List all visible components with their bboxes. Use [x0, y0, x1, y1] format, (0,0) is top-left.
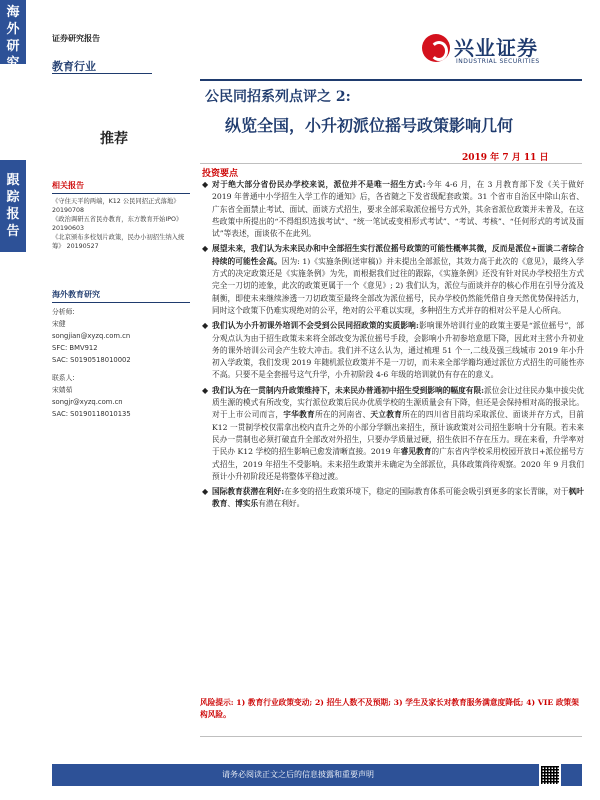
header-rule — [200, 79, 582, 81]
side-tab-tracking-report — [0, 160, 26, 252]
sidebar — [52, 180, 190, 420]
qr-code-icon[interactable] — [539, 764, 561, 786]
key-point-text: 所在的河南省、 — [314, 410, 371, 420]
contact-email[interactable]: songjr@xyzq.com.cn — [52, 398, 123, 406]
divider — [200, 736, 582, 737]
analysts-heading: 海外教育研究 — [52, 290, 100, 299]
analyst-sfc: SFC: BMV912 — [52, 344, 98, 352]
divider — [200, 163, 582, 164]
rating: 推荐 — [100, 131, 128, 147]
key-points-heading: 投资要点 — [202, 169, 239, 179]
side-tab-char: 告 — [6, 224, 20, 239]
bullet-icon: ◆ — [202, 385, 209, 395]
key-point-text: 因为: 1)《实施条例(送审稿)》并未提出全部派位，其效力高于此次的《意见》，最终入学方式的决定政策还是《实施条例》为先，而根据我们过往的跟踪，《实施条例》还没有针对民办学校招生方式完全一刀切的迹象，此次的政策更属于一个《意见》; 2) 我们认为，派位与面谈并存的核心作用在引导分流及制衡，即使未来继续渗透一刀切政策至最终全部改为派位摇号，民办学校仍然能凭借自身天然优势保持活力，同时这个政策下仍难实现绝对的公平，绝对的公平难以实现，多种招生方式并存的相对公平是人心所向。 — [212, 256, 584, 315]
contact-name: 宋婧茹 — [52, 386, 73, 394]
side-tab-char: 研 — [6, 39, 20, 54]
logo-cn-text: 兴业证券 — [454, 36, 538, 60]
footer-bar — [52, 764, 582, 786]
analyst-email[interactable]: songjian@xyzq.com.cn — [52, 332, 131, 340]
key-point — [200, 320, 584, 381]
company-name: 博实乐 — [235, 499, 259, 509]
side-tab-char: 报 — [6, 207, 20, 222]
key-point — [200, 179, 584, 240]
side-tab-overseas-research — [0, 0, 26, 71]
logo-en-text: INDUSTRIAL SECURITIES — [456, 58, 540, 65]
side-tab-char: 究 — [6, 56, 20, 71]
logo-mark-icon — [422, 34, 450, 62]
side-tab-char: 外 — [6, 22, 20, 37]
key-point — [200, 486, 584, 511]
key-point-lead: 对于绝大部分省份民办学校来说，派位并不是唯一招生方式: — [212, 180, 426, 189]
key-point-text: 派位会让过往民办集中拔尖优质生源的模式有所改变，实行派位政策后民办优质学校的生源质量会有下降，但还是会保持相对高的报录比。对于上市公司而言， — [212, 385, 584, 420]
side-tab-char: 跟 — [6, 173, 20, 188]
footer-disclaimer: 请务必阅读正文之后的信息披露和重要声明 — [222, 770, 374, 779]
company-name: 宇华教育 — [283, 410, 315, 420]
related-report-item[interactable]: 《政治调研五省民办教育，东方教育开始IPO》 20190603 — [52, 216, 183, 232]
bullet-icon: ◆ — [202, 180, 209, 189]
key-points-body — [200, 179, 584, 514]
side-tab-char: 踪 — [6, 190, 20, 205]
report-title-line1: 公民同招系列点评之 2: — [205, 89, 351, 105]
side-tab-char: 海 — [6, 5, 20, 20]
analyst-name: 宋健 — [52, 320, 66, 328]
key-point-lead: 我们认为在一贯制内升政策维持下，未来民办普通初中招生受到影响的幅度有限: — [212, 385, 485, 395]
divider — [52, 302, 190, 303]
bullet-icon: ◆ — [202, 244, 209, 254]
report-type: 证券研究报告 — [52, 34, 100, 43]
company-name: 枫叶教育 — [212, 487, 584, 509]
related-report-item[interactable]: 《北京颁布多校划片政策，民办小初招生纳入统筹》 20190527 — [52, 234, 185, 250]
key-point-text: 在多变的招生政策环境下，稳定的国际教育体系可能会吸引到更多的家长青睐，对于 — [284, 487, 569, 497]
key-point-text: 、 — [227, 499, 236, 509]
key-point-text: 影响课外培训行业的政策主要是“派位摇号”，部分观点认为由于招生政策未来将全部改变为派位摇号手段，会影响小升初参培意愿下降，因此对主营小升初业务的课外培训公司会产生较大冲击。我们并不这么认为，通过梳理 51 个一,二线及强三线城市 2019 年小升初入学政策，我们发现 2019 年随机派位政策并不是一刀切，而未来全部学籍均通过派位方式招生的可能性亦不高。只要不是全套摇号这气升学，小升初阶段 4-6 年级的培训就仍有存在的意义。 — [212, 321, 584, 380]
key-point — [200, 385, 584, 483]
divider — [52, 193, 190, 194]
key-point-text: 有潜在利好。 — [258, 499, 305, 509]
bullet-icon: ◆ — [202, 321, 209, 331]
contact-label: 联系人: — [52, 374, 75, 382]
contact-sac: SAC: S0190118010135 — [52, 410, 131, 418]
company-name: 睿见教育 — [400, 447, 432, 457]
key-point-lead: 展望未来，我们认为未来民办和中全部招生实行派位摇号政策的可能性概率其微，反而是派位+面谈二者综合持续的可能性会高。 — [212, 244, 584, 266]
key-point-text: 今年 4-6 月，在 3 月教育部下发《关于做好 2019 年普通中小学招生入学工作的通知》后，各省随之下发省级配套政策。31 个省市自治区中除山东省、广东省全面禁止考试、面试、面谈方式招生，要求全部采取派位摇号方式外，其余省派位政策并未普及，在这些政策中所提出的“不得组织选拔考试”、“统一笔试或变相形式考试”、“考试、考核”、“任何形式的考试及面试”等表述，面谈依不在此列。 — [212, 180, 585, 239]
risk-warning: 风险提示: 1) 教育行业政策变动; 2) 招生人数不及预期; 3) 学生及家长对教育服务满意度降低; 4) VIE 政策架构风险。 — [200, 698, 579, 720]
bullet-icon: ◆ — [202, 487, 209, 497]
analyst-sac: SAC: S0190518010002 — [52, 356, 131, 364]
key-point-lead: 国际教育获潜在利好: — [212, 487, 285, 497]
divider — [52, 73, 152, 74]
company-logo — [422, 32, 582, 72]
key-point-text: 的广东省内学校采用校园开放日+派位摇号方式招生，2019 年招生不受影响。未来招生政策并未确定为全部派位，具体政策尚待观察。2020 年 9 月我们预计小升初阶段还是将整体平稳过渡。 — [212, 447, 584, 481]
industry-label: 教育行业 — [52, 60, 96, 73]
report-title-line2: 纵览全国，小升初派位摇号政策影响几何 — [225, 116, 514, 135]
analyst-label: 分析师: — [52, 308, 75, 316]
key-point — [200, 243, 584, 317]
company-name: 天立教育 — [370, 410, 403, 420]
report-date: 2019 年 7 月 11 日 — [462, 153, 549, 163]
key-point-lead: 我们认为小升初课外培训不会受到公民同招政策的实质影响: — [212, 321, 419, 331]
related-report-item[interactable]: 《守住天平的两端，K12 公民同招正式落地》 20190708 — [52, 198, 180, 214]
key-point-text: 所在的四川省目前均采取派位、面谈并存方式，目前 K12 一贯制学校仅需拿出校内直升之外的小部分学额出来招生，预计该政策对公司招生影响十分有限。若未来民办一贯制也必须打破直升全部改对外招生，只要办学质量过硬，招生依旧不存在压力。现在来看，升学率对于民办 K12 学校的招生影响已愈发清晰直接。2019 年 — [212, 410, 584, 457]
related-reports-heading: 相关报告 — [52, 181, 84, 190]
